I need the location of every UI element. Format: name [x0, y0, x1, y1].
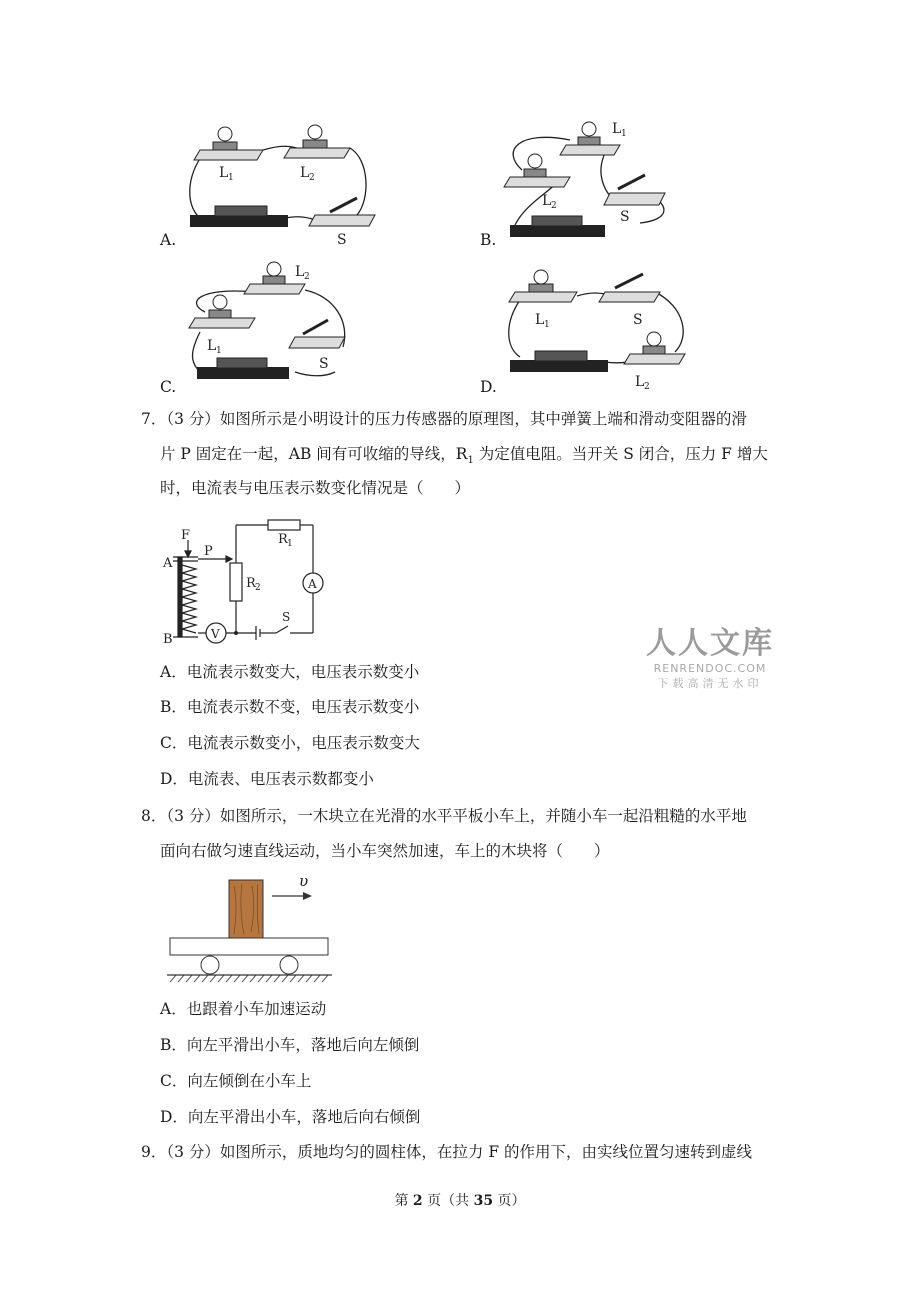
label-l2: L [295, 264, 305, 280]
label-l1: L [207, 338, 217, 354]
watermark-title: 人人文库 [646, 626, 774, 661]
cart-block-figure [162, 872, 337, 987]
velocity-label: υ [299, 872, 309, 890]
svg-text:2: 2 [309, 173, 315, 183]
svg-text:1: 1 [544, 320, 550, 330]
circuit-figure-b [500, 115, 680, 245]
label-s: S [337, 232, 347, 248]
watermark-slogan: 下载高清无水印 [657, 677, 763, 690]
q8-option-a[interactable]: A．也跟着小车加速运动 [160, 1000, 327, 1018]
label-l1: L [535, 312, 545, 328]
watermark [645, 618, 775, 691]
label-l2: L [542, 193, 552, 209]
q6-option-c-label[interactable]: C. [160, 378, 177, 396]
ammeter-symbol: A [308, 577, 317, 591]
q7-option-a[interactable]: A．电流表示数变大，电压表示数变小 [160, 663, 420, 681]
q7-option-c[interactable]: C．电流表示数变小，电压表示数变大 [160, 734, 420, 752]
circuit-figure-c [185, 262, 365, 387]
q7-line-2: 片 P 固定在一起，AB 间有可收缩的导线，$R_1$ 为定值电阻。当开关 S 闭合，压力 F 增大 [160, 445, 768, 467]
label-s: S [633, 312, 643, 328]
label-s: S [319, 356, 329, 372]
label-l2: L [635, 374, 645, 390]
label-r1: R [278, 532, 288, 547]
svg-text:1: 1 [287, 539, 293, 549]
svg-text:2: 2 [551, 201, 557, 211]
q8-line-1: 8．（3 分）如图所示，一木块立在光滑的水平平板小车上，并随小车一起沿粗糙的水平地 [141, 807, 747, 825]
pressure-sensor-circuit-figure [158, 515, 333, 645]
svg-text:1: 1 [216, 346, 222, 356]
q7-option-b[interactable]: B．电流表示数不变，电压表示数变小 [160, 698, 420, 716]
q8-line-2: 面向右做匀速直线运动，当小车突然加速，车上的木块将（ ） [160, 842, 610, 860]
page-footer: 第 2 页（共 35 页） [394, 1193, 526, 1209]
q8-option-b[interactable]: B．向左平滑出小车，落地后向左倾倒 [160, 1036, 420, 1054]
q6-option-d-label[interactable]: D. [480, 378, 497, 396]
svg-text:2: 2 [255, 583, 261, 593]
label-b: B [163, 632, 173, 647]
q7-line-3: 时，电流表与电压表示数变化情况是（ ） [160, 479, 471, 497]
label-l1: L [219, 165, 229, 181]
q8-option-d[interactable]: D．向左平滑出小车，落地后向右倾倒 [160, 1108, 421, 1126]
svg-text:2: 2 [304, 272, 310, 282]
page-number: 2 [412, 1193, 423, 1209]
label-f: F [181, 528, 191, 543]
q8-option-c[interactable]: C．向左倾倒在小车上 [160, 1072, 312, 1090]
svg-text:2: 2 [644, 382, 650, 392]
q6-option-b-label[interactable]: B. [480, 231, 497, 249]
voltmeter-symbol: V [211, 627, 220, 641]
label-a: A [163, 556, 173, 571]
label-l1: L [612, 121, 622, 137]
label-l2: L [300, 165, 310, 181]
q7-option-d[interactable]: D．电流表、电压表示数都变小 [160, 770, 374, 788]
label-s: S [620, 209, 630, 225]
watermark-domain: RENRENDOC.COM [653, 662, 767, 675]
q6-option-a-label[interactable]: A. [160, 231, 177, 249]
circuit-figure-a [185, 120, 385, 250]
q9-line-1: 9．（3 分）如图所示，质地均匀的圆柱体，在拉力 F 的作用下，由实线位置匀速转到虚线 [141, 1143, 753, 1161]
q7-line-1: 7．（3 分）如图所示是小明设计的压力传感器的原理图，其中弹簧上端和滑动变阻器的滑 [141, 410, 747, 428]
svg-text:1: 1 [621, 129, 627, 139]
page-total: 35 [473, 1193, 494, 1209]
label-r2: R [246, 576, 256, 591]
svg-text:1: 1 [228, 173, 234, 183]
circuit-figure-d [505, 262, 695, 390]
label-p: P [204, 544, 213, 559]
label-switch-s: S [282, 610, 291, 624]
